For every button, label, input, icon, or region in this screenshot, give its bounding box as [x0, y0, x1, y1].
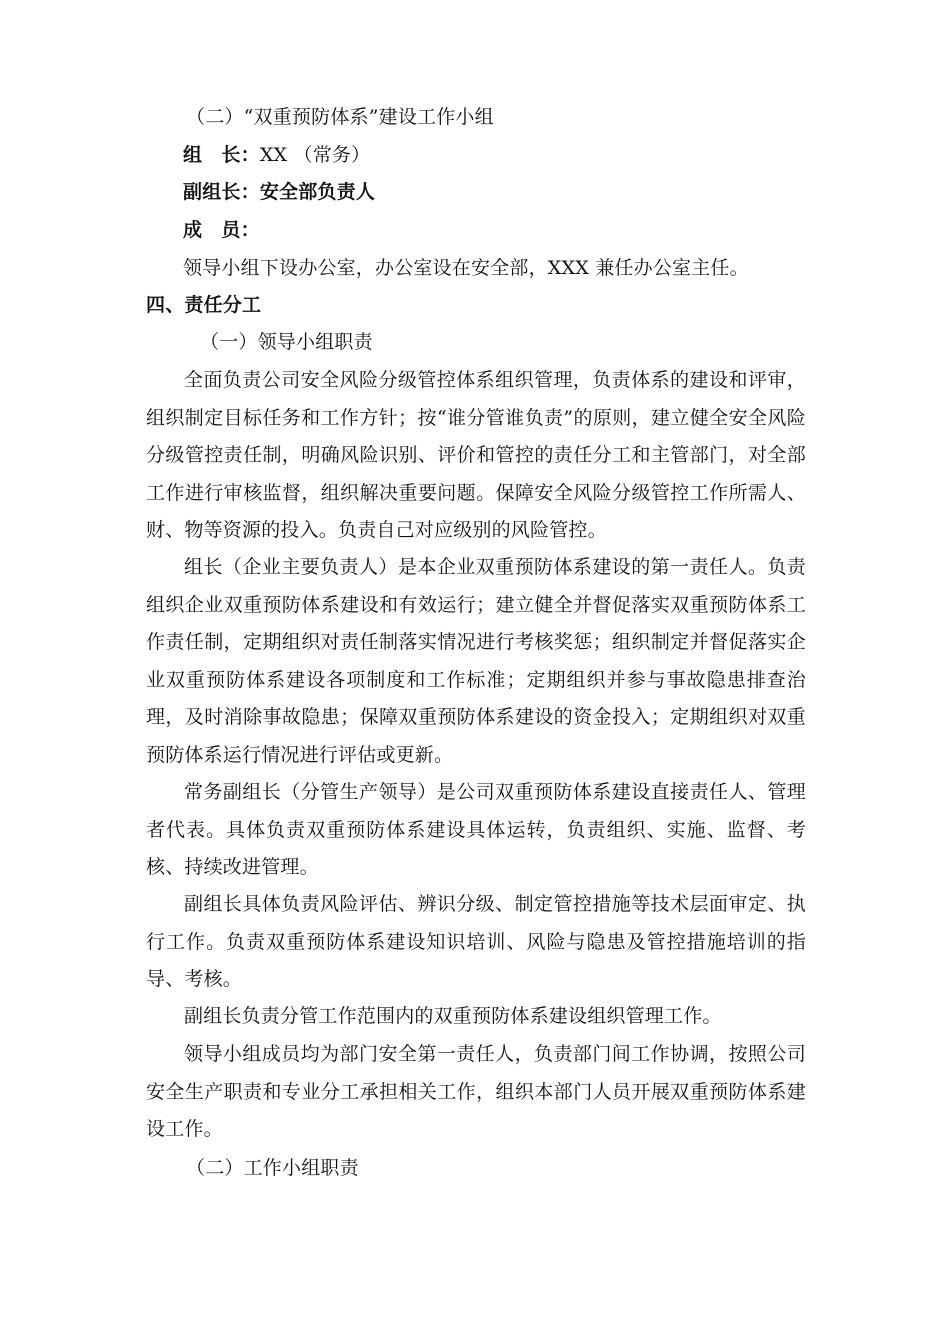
- office-note: 领导小组下设办公室，办公室设在安全部，XXX 兼任办公室主任。: [183, 257, 749, 279]
- sub-heading-1: （一）领导小组职责: [200, 331, 373, 353]
- section4-heading: 四、责任分工: [146, 294, 262, 316]
- deputy-row: [183, 180, 375, 204]
- paragraph-3: 常务副组长（分管生产领导）是公司双重预防体系建设直接责任人、管理者代表。具体负责双重预防体系建设具体运转，负责组织、实施、监督、考核、持续改进管理。: [146, 781, 806, 878]
- paragraph-2: 组长（企业主要负责人）是本企业双重预防体系建设的第一责任人。负责组织企业双重预防体系建设和有效运行；建立健全并督促落实双重预防体系工作责任制，定期组织对责任制落实情况进行考核奖惩；组织制定并督促落实企业双重预防体系建设各项制度和工作标准；定期组织并参与事故隐患排查治理，及时消除事故隐患；保障双重预防体系建设的资金投入；定期组织对双重预防体系运行情况进行评估或更新。: [146, 556, 806, 766]
- leader-label: 组 长：: [183, 144, 260, 166]
- deputy-label: 副组长：: [183, 181, 260, 203]
- members-label: 成 员：: [183, 219, 260, 241]
- sub-heading-2: （二）工作小组职责: [186, 1157, 359, 1179]
- deputy-value: 安全部负责人: [259, 181, 376, 203]
- paragraph-5: 副组长负责分管工作范围内的双重预防体系建设组织管理工作。: [184, 1005, 722, 1027]
- group-heading: （二）“双重预防体系”建设工作小组: [186, 106, 494, 128]
- paragraph-6: 领导小组成员均为部门安全第一责任人，负责部门间工作协调，按照公司安全生产职责和专业分工承担相关工作，组织本部门人员开展双重预防体系建设工作。: [146, 1043, 806, 1140]
- leader-value: XX （常务）: [259, 144, 371, 166]
- leader-row: [183, 143, 370, 167]
- paragraph-1: 全面负责公司安全风险分级管控体系组织管理，负责体系的建设和评审，组织制定目标任务和工作方针；按“谁分管谁负责”的原则，建立健全安全风险分级管控责任制，明确风险识别、评价和管控的责任分工和主管部门，对全部工作进行审核监督，组织解决重要问题。保障安全风险分级管控工作所需人、财、物等资源的投入。负责自己对应级别的风险管控。: [146, 369, 806, 541]
- paragraph-4: 副组长具体负责风险评估、辨识分级、制定管控措施等技术层面审定、执行工作。负责双重预防体系建设知识培训、风险与隐患及管控措施培训的指导、考核。: [146, 893, 806, 990]
